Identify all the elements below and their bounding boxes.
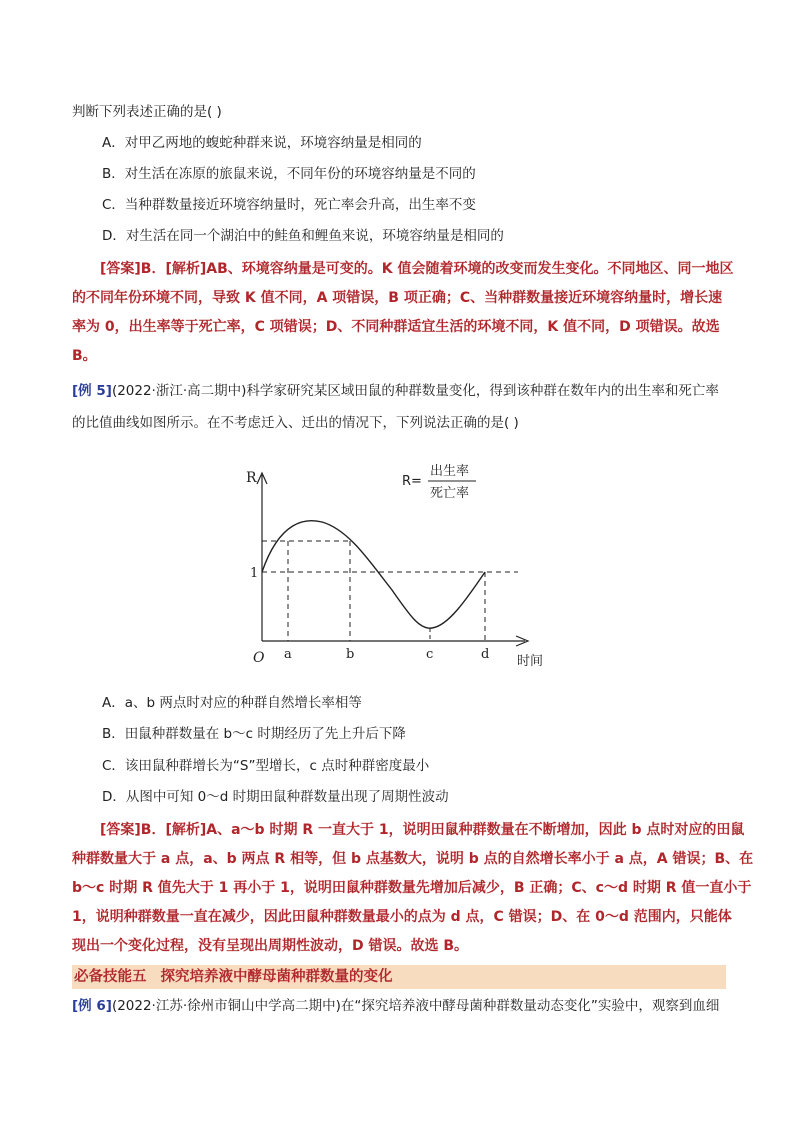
y-axis-label: R <box>246 470 257 486</box>
answer-line: B。 <box>72 348 97 364</box>
answer-line: b～c 时期 R 值先大于 1 再小于 1，说明田鼠种群数量先增加后减少，B 正确；C、c～d 时期 R 值一直小于 <box>72 880 752 896</box>
formula-numerator: 出生率 <box>430 464 470 479</box>
option-a: A．a、b 两点时对应的种群自然增长率相等 <box>102 695 362 711</box>
option-b: B．田鼠种群数量在 b～c 时期经历了先上升后下降 <box>102 726 406 742</box>
example-tag: [例 5] <box>72 383 112 399</box>
answer-line: 现出一个变化过程，没有呈现出周期性波动，D 错误。故选 B。 <box>72 938 469 954</box>
point-label-a: a <box>284 647 292 662</box>
answer-line: 种群数量大于 a 点，a、b 两点 R 相等，但 b 点基数大，说明 b 点的自然增长率小于 a 点，A 错误；B、在 <box>72 851 754 867</box>
point-label-c: c <box>426 647 434 662</box>
answer-block <box>72 816 754 961</box>
option-c: C．当种群数量接近环境容纳量时，死亡率会升高，出生率不变 <box>102 197 476 213</box>
answer-line: 1，说明种群数量一直在减少，因此田鼠种群数量最小的点为 d 点，C 错误；D、在 0～d 范围内，只能体 <box>72 909 732 925</box>
question-stem <box>72 996 719 1016</box>
answer-line: [答案]B．[解析]AB、环境容纳量是可变的。K 值会随着环境的改变而发生变化。不同地区、同一地区 <box>100 261 734 277</box>
x-axis-arrow <box>516 636 528 646</box>
section-title: 必备技能五 <box>74 969 147 985</box>
option-d: D．从图中可知 0～d 时期田鼠种群数量出现了周期性波动 <box>102 789 449 805</box>
answer-line: 的不同年份环境不同，导致 K 值不同，A 项错误，B 项正确；C、当种群数量接近环境容纳量时，增长速 <box>72 290 723 306</box>
stem-text: (2022·江苏·徐州市铜山中学高二期中)在“探究培养液中酵母菌种群数量动态变化”实验中，观察到血细 <box>111 998 720 1014</box>
y-axis-arrow <box>257 473 267 484</box>
question-stem <box>72 381 719 401</box>
option-a: A．对甲乙两地的蝮蛇种群来说，环境容纳量是相同的 <box>102 135 422 151</box>
question-stem-cont: 的比值曲线如图所示。在不考虑迁入、迁出的情况下，下列说法正确的是( ) <box>72 415 519 431</box>
one-label: 1 <box>250 566 259 581</box>
option-c: C．该田鼠种群增长为“S”型增长，c 点时种群密度最小 <box>102 758 430 774</box>
answer-line: [答案]B．[解析]A、a～b 时期 R 一直大于 1，说明田鼠种群数量在不断增加，因此 b 点时对应的田鼠 <box>100 822 745 838</box>
r-curve <box>262 521 485 629</box>
section-header <box>72 965 726 989</box>
answer-block <box>72 255 734 371</box>
point-label-d: d <box>481 647 490 662</box>
formula-prefix: R= <box>402 474 422 489</box>
stem-text: (2022·浙江·高二期中)科学家研究某区域田鼠的种群数量变化，得到该种群在数年内的出生率和死亡率 <box>111 383 719 399</box>
point-label-b: b <box>346 647 355 662</box>
option-b: B．对生活在冻原的旅鼠来说，不同年份的环境容纳量是不同的 <box>102 166 476 182</box>
question-stem: 判断下列表述正确的是( ) <box>72 104 222 120</box>
formula-denominator: 死亡率 <box>430 486 470 501</box>
option-d: D．对生活在同一个湖泊中的鲑鱼和鲤鱼来说，环境容纳量是相同的 <box>102 228 504 244</box>
x-axis-label: 时间 <box>517 654 544 669</box>
section-subtitle: 探究培养液中酵母菌种群数量的变化 <box>160 969 393 985</box>
example-tag: [例 6] <box>72 998 112 1014</box>
origin-label: O <box>253 650 265 666</box>
answer-line: 率为 0，出生率等于死亡率，C 项错误；D、不同种群适宜生活的环境不同，K 值不同，D 项错误。故选 <box>72 319 720 335</box>
